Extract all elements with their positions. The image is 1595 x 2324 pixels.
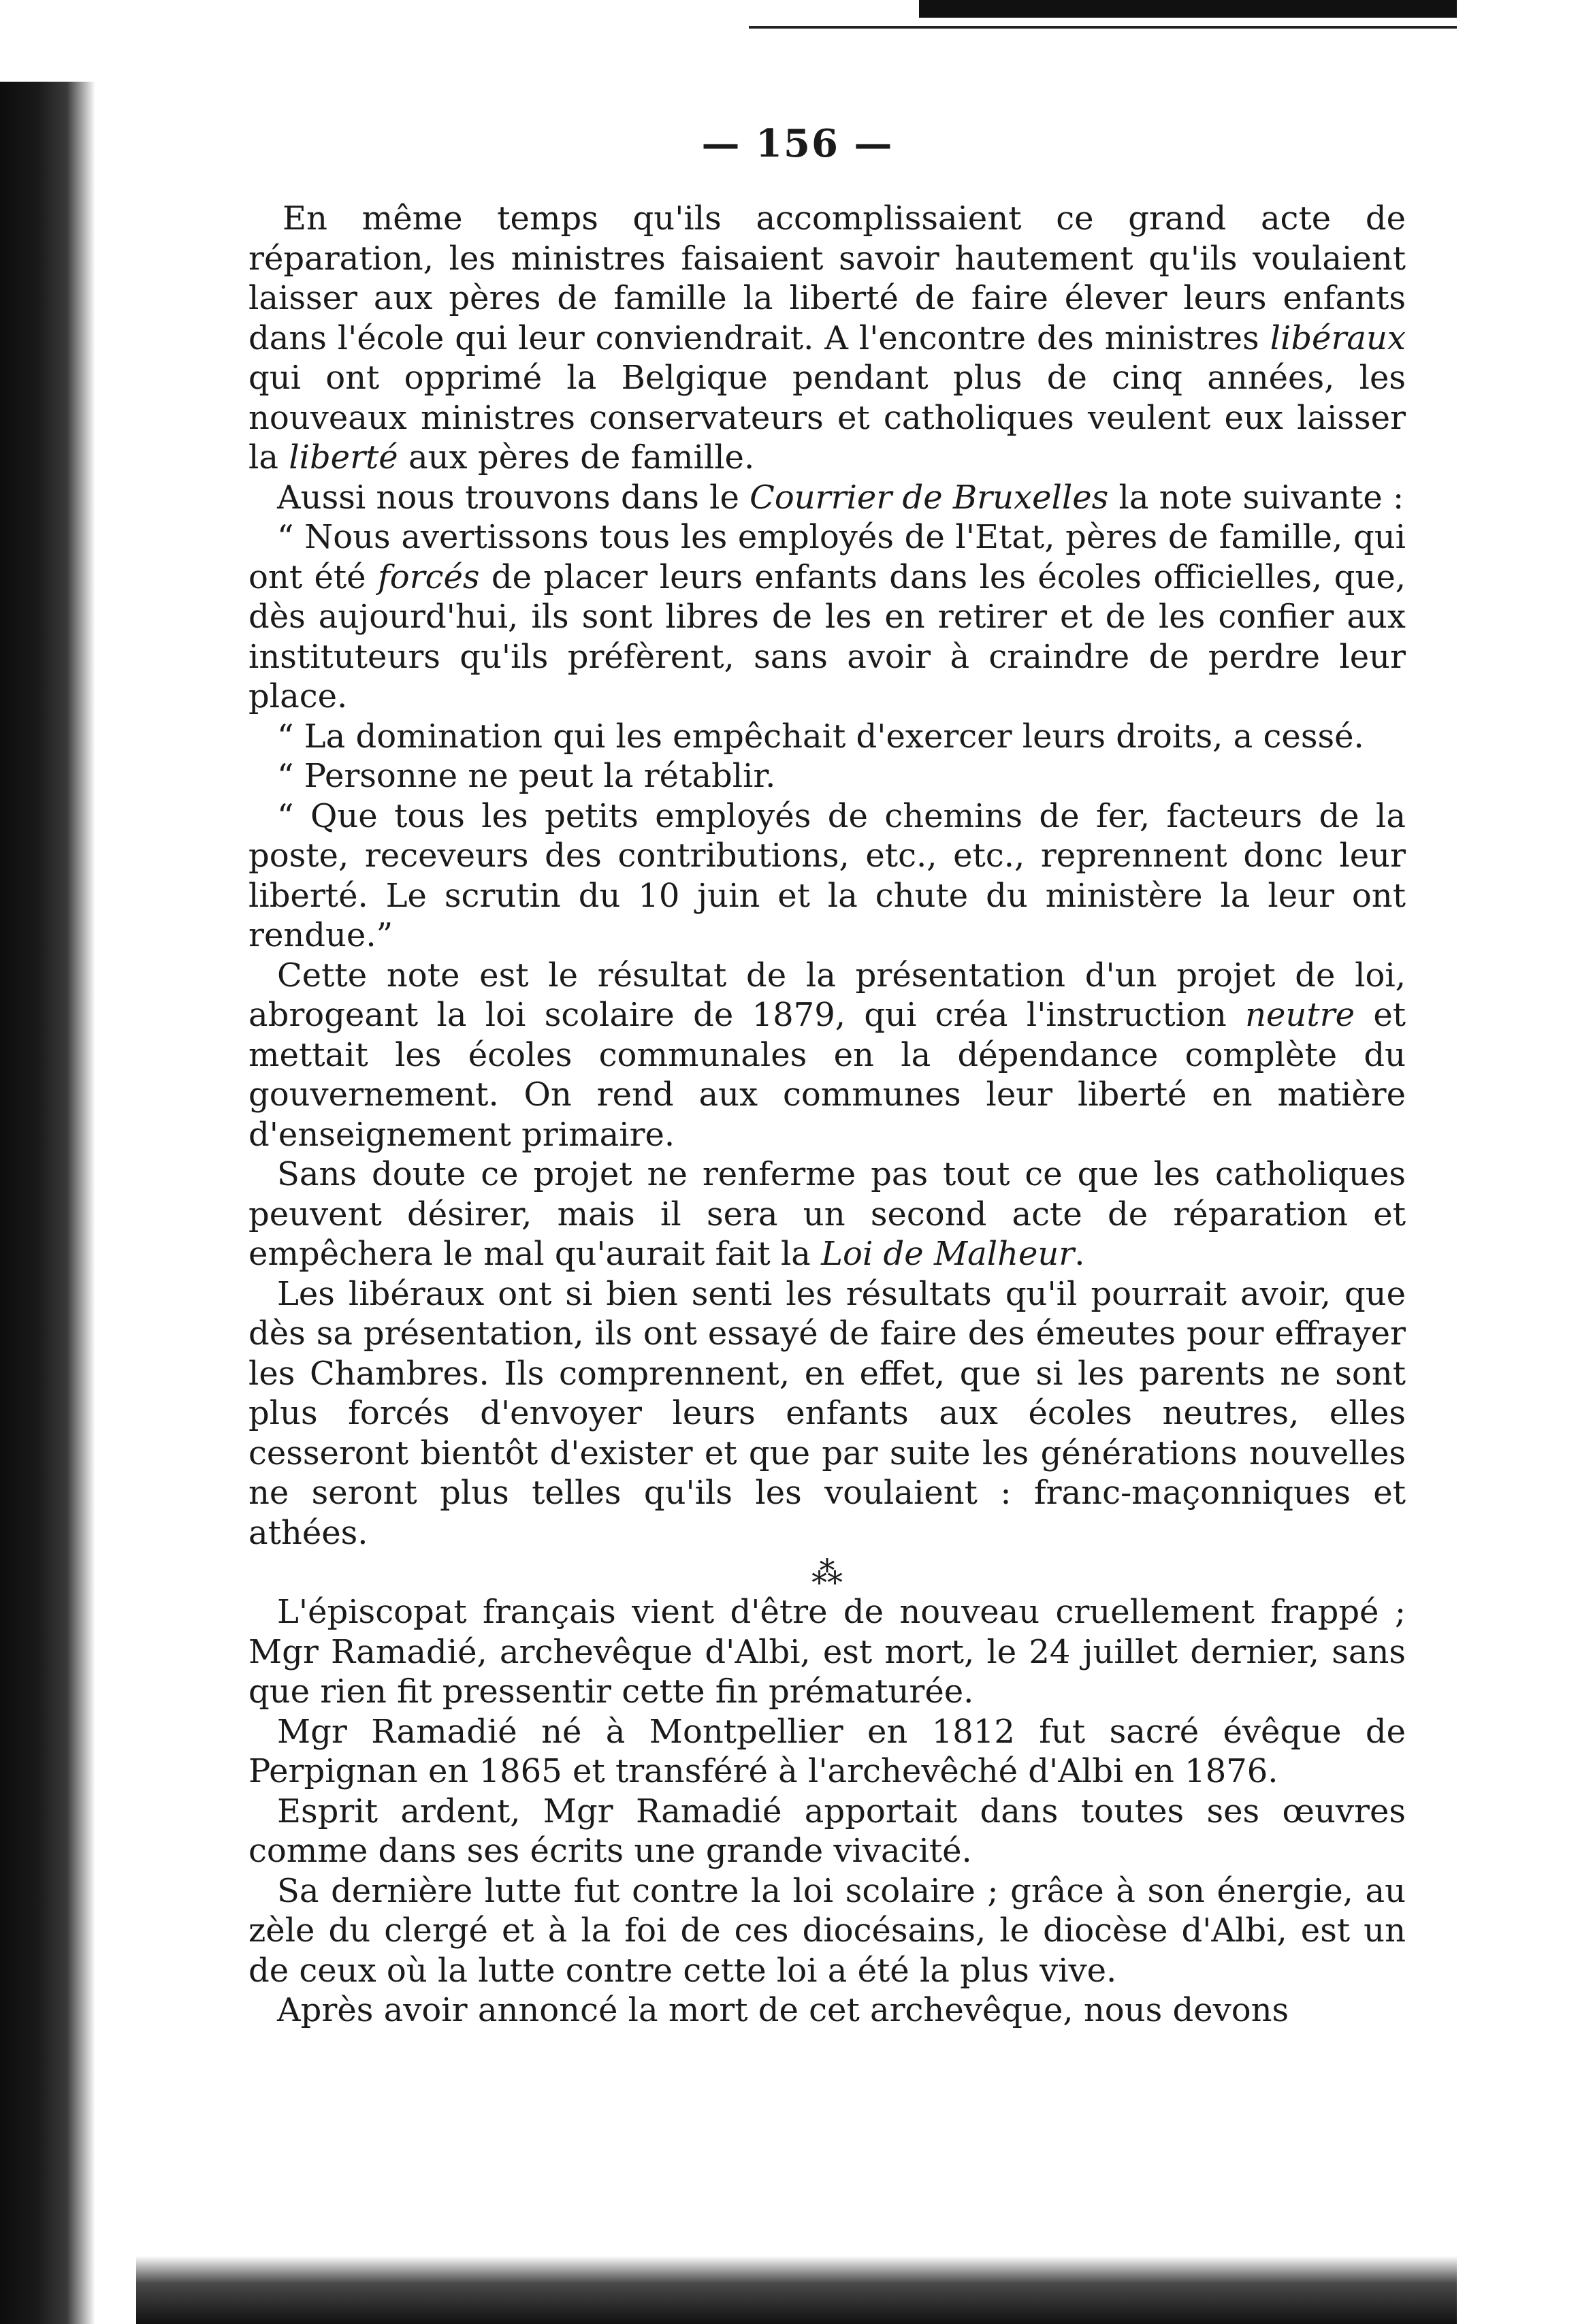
italic-neutre: neutre: [1245, 996, 1355, 1034]
paragraph-7: Cette note est le résultat de la présentation d'un projet de loi, abrogeant la loi scolaire de 1879, qui créa l'instruction neutre et mettait les écoles communales en la dépendance complète du gouvernement. On rend aux communes leur liberté en matière d'enseignement primaire.: [248, 956, 1406, 1154]
paragraph-11: Mgr Ramadié né à Montpellier en 1812 fut sacré évêque de Perpignan en 1865 et transféré à l'archevêché d'Albi en 1876.: [248, 1712, 1406, 1790]
paragraph-14: Après avoir annoncé la mort de cet archevêque, nous devons: [277, 1991, 1289, 2029]
left-binding-shadow: [0, 82, 95, 2324]
paragraph-13: Sa dernière lutte fut contre la loi scolaire ; grâce à son énergie, au zèle du clergé et à la foi de ces diocésains, le diocèse d'Albi, est un de ceux où la lutte contre cette loi a été la plus vive.: [248, 1871, 1406, 1990]
paragraph-2: Aussi nous trouvons dans le Courrier de Bruxelles la note suivante :: [277, 478, 1404, 517]
paragraph-10: L'épiscopat français vient d'être de nouveau cruellement frappé ; Mgr Ramadié, archevêque d'Albi, est mort, le 24 juillet dernier, sans que rien fit pressentir cette fin prématurée.: [248, 1593, 1406, 1711]
paragraph-4-quote: “ La domination qui les empêchait d'exercer leurs droits, a cessé.: [277, 717, 1364, 756]
page-body: [248, 199, 1406, 2031]
paragraph-9: Les libéraux ont si bien senti les résultats qu'il pourrait avoir, que dès sa présentation, ils ont essayé de faire des émeutes pour effrayer les Chambres. Ils comprennent, en effet, que si les parents ne sont plus forcés d'envoyer leurs enfants aux écoles neutres, elles cesseront bientôt d'exister et que par suite les générations nouvelles ne seront plus telles qu'ils les voulaient : franc-maçonniques et athées.: [248, 1274, 1406, 1552]
paragraph-6-quote: “ Que tous les petits employés de chemins de fer, facteurs de la poste, receveurs des contributions, etc., etc., reprennent donc leur liberté. Le scrutin du 10 juin et la chute du ministère la leur ont rendue.”: [248, 796, 1406, 954]
italic-liberaux: libéraux: [1270, 319, 1406, 357]
top-scan-line: [749, 26, 1457, 29]
paragraph-5-quote: “ Personne ne peut la rétablir.: [277, 757, 776, 795]
top-scan-edge: [919, 0, 1457, 18]
paragraph-3-quote: “ Nous avertissons tous les employés de l'Etat, pères de famille, qui ont été forcés de placer leurs enfants dans les écoles officielles, que, dès aujourd'hui, ils sont libres de les en retirer et de les confier aux instituteurs qu'ils préfèrent, sans avoir à craindre de perdre leur place.: [248, 518, 1406, 715]
page-number: — 156 —: [701, 121, 894, 166]
italic-loi-de-malheur: Loi de Malheur: [821, 1235, 1075, 1273]
paragraph-8: Sans doute ce projet ne renferme pas tout ce que les catholiques peuvent désirer, mais il sera un second acte de réparation et empêchera le mal qu'aurait fait la Loi de Malheur.: [248, 1155, 1406, 1273]
bottom-binding-shadow: [136, 2256, 1457, 2324]
italic-courrier-de-bruxelles: Courrier de Bruxelles: [750, 478, 1109, 517]
italic-forces: forcés: [377, 558, 480, 596]
asterism-separator: ⁂: [811, 1554, 843, 1591]
paragraph-12: Esprit ardent, Mgr Ramadié apportait dans toutes ses œuvres comme dans ses écrits une grande vivacité.: [248, 1792, 1406, 1870]
italic-liberte: liberté: [289, 438, 398, 477]
paragraph-1: En même temps qu'ils accomplissaient ce grand acte de réparation, les ministres faisaient savoir hautement qu'ils voulaient laisser aux pères de famille la liberté de faire élever leurs enfants dans l'école qui leur conviendrait. A l'encontre des ministres libéraux qui ont opprimé la Belgique pendant plus de cinq années, les nouveaux ministres conservateurs et catholiques veulent eux laisser la liberté aux pères de famille.: [248, 199, 1406, 477]
